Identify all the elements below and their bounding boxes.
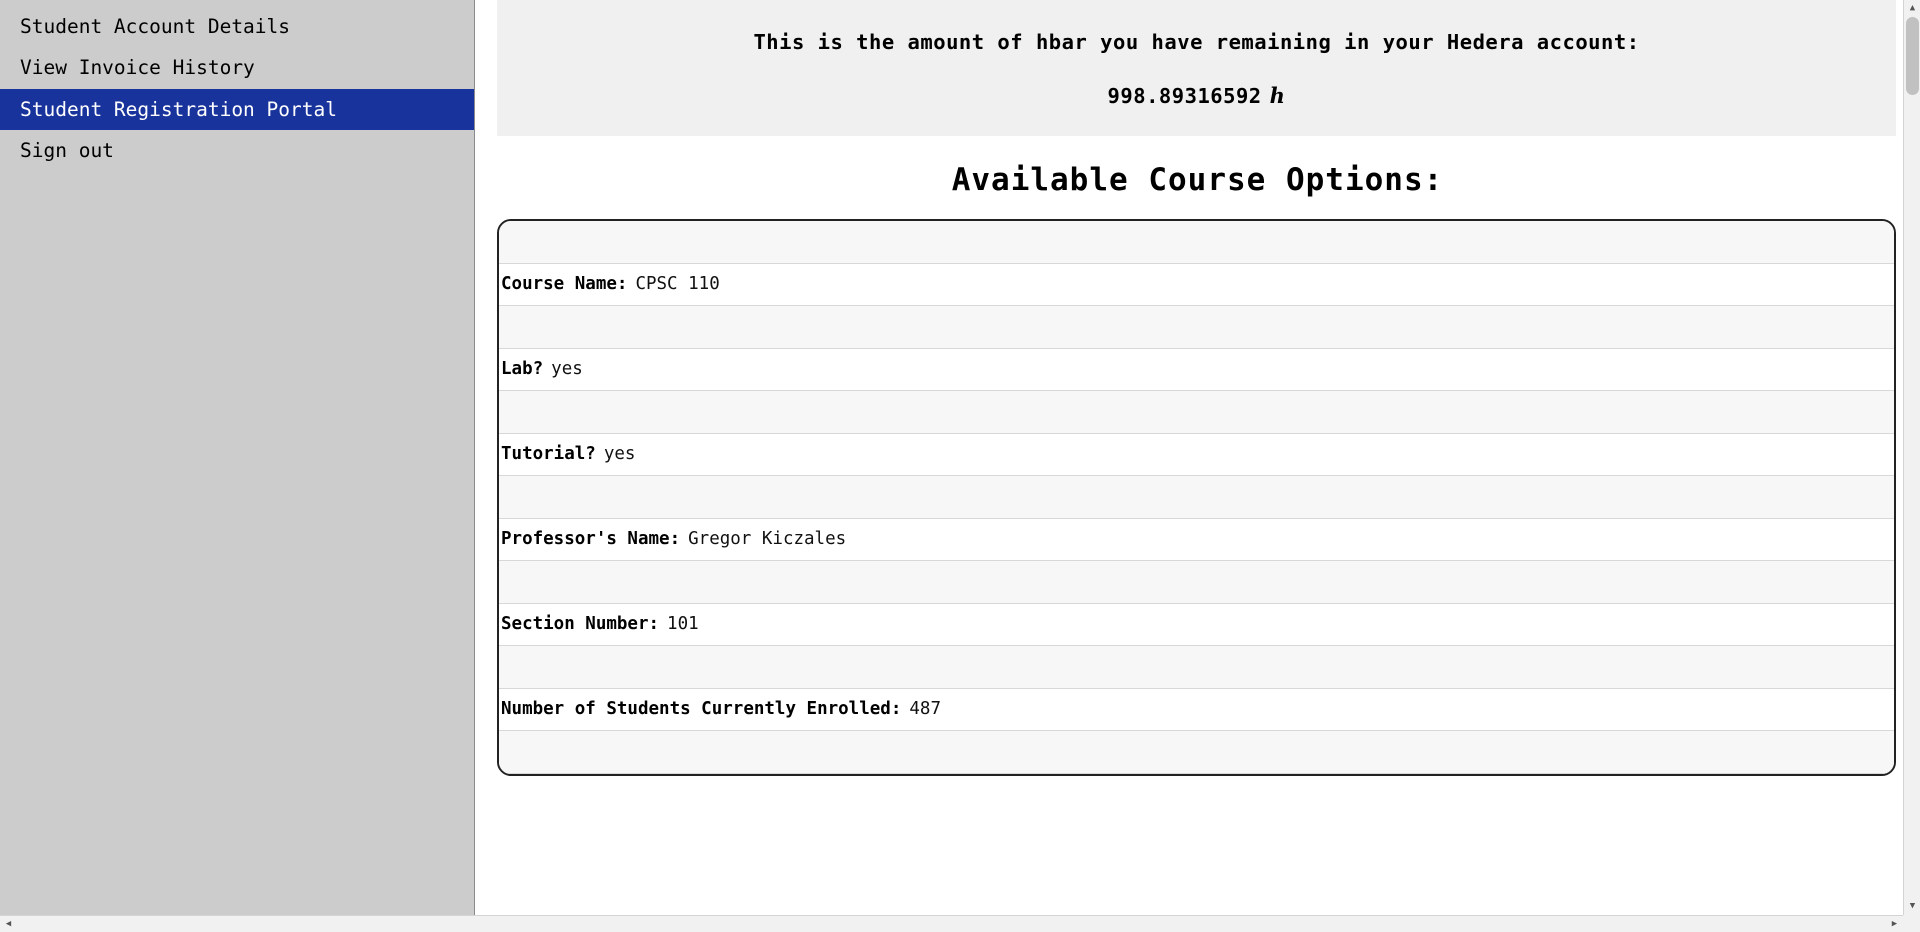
row-value: yes	[551, 359, 583, 380]
row-label: Lab?	[501, 359, 544, 380]
sidebar-item-label: Student Registration Portal	[20, 97, 337, 121]
main-content	[475, 0, 1920, 932]
row-value: CPSC 110	[635, 274, 720, 295]
page-title: Available Course Options:	[951, 162, 1444, 198]
row-value: 487	[909, 699, 941, 720]
sidebar-item-sign-out[interactable]	[0, 130, 474, 171]
horizontal-scrollbar[interactable]	[0, 915, 1903, 932]
balance-amount: 998.89316592	[1107, 84, 1262, 108]
table-row	[499, 604, 1894, 647]
vertical-scrollbar-thumb[interactable]	[1906, 17, 1919, 95]
table-row	[499, 646, 1894, 689]
table-row	[499, 689, 1894, 732]
row-label: Tutorial?	[501, 444, 596, 465]
scroll-right-icon[interactable]: ▶	[1891, 918, 1898, 929]
table-row	[499, 519, 1894, 562]
row-label: Professor's Name:	[501, 529, 681, 550]
row-value: Gregor Kiczales	[688, 529, 847, 550]
table-row	[499, 221, 1894, 264]
table-row	[499, 264, 1894, 307]
sidebar-item-label: Student Account Details	[20, 15, 291, 38]
hbar-unit-symbol: h	[1269, 83, 1286, 108]
sidebar-item-label: Sign out	[20, 139, 114, 163]
sidebar-item-view-invoice-history[interactable]	[0, 47, 474, 88]
scroll-up-icon[interactable]: ▲	[1904, 0, 1920, 17]
sidebar-item-student-registration-portal[interactable]	[0, 89, 474, 130]
table-row	[499, 306, 1894, 349]
sidebar-item-label: View Invoice History	[20, 56, 255, 80]
row-label: Number of Students Currently Enrolled:	[501, 699, 902, 720]
scroll-left-icon[interactable]: ◀	[5, 918, 12, 929]
table-row	[499, 561, 1894, 604]
row-label: Section Number:	[501, 614, 660, 635]
table-row	[499, 731, 1894, 774]
table-row	[499, 349, 1894, 392]
row-value: 101	[667, 614, 699, 635]
course-option-card	[497, 219, 1896, 776]
sidebar-item-student-account-details[interactable]	[0, 6, 474, 47]
scroll-down-icon[interactable]: ▼	[1904, 898, 1920, 915]
table-row	[499, 391, 1894, 434]
row-value: yes	[603, 444, 636, 465]
balance-amount-row	[507, 83, 1886, 108]
scrollbar-corner	[1903, 915, 1920, 932]
balance-headline: This is the amount of hbar you have remaining in your Hedera account:	[753, 30, 1640, 54]
sidebar-nav	[0, 0, 475, 932]
hbar-balance-panel	[497, 0, 1896, 136]
vertical-scrollbar[interactable]	[1903, 0, 1920, 915]
table-row	[499, 476, 1894, 519]
row-label: Course Name:	[501, 274, 628, 295]
table-row	[499, 434, 1894, 477]
